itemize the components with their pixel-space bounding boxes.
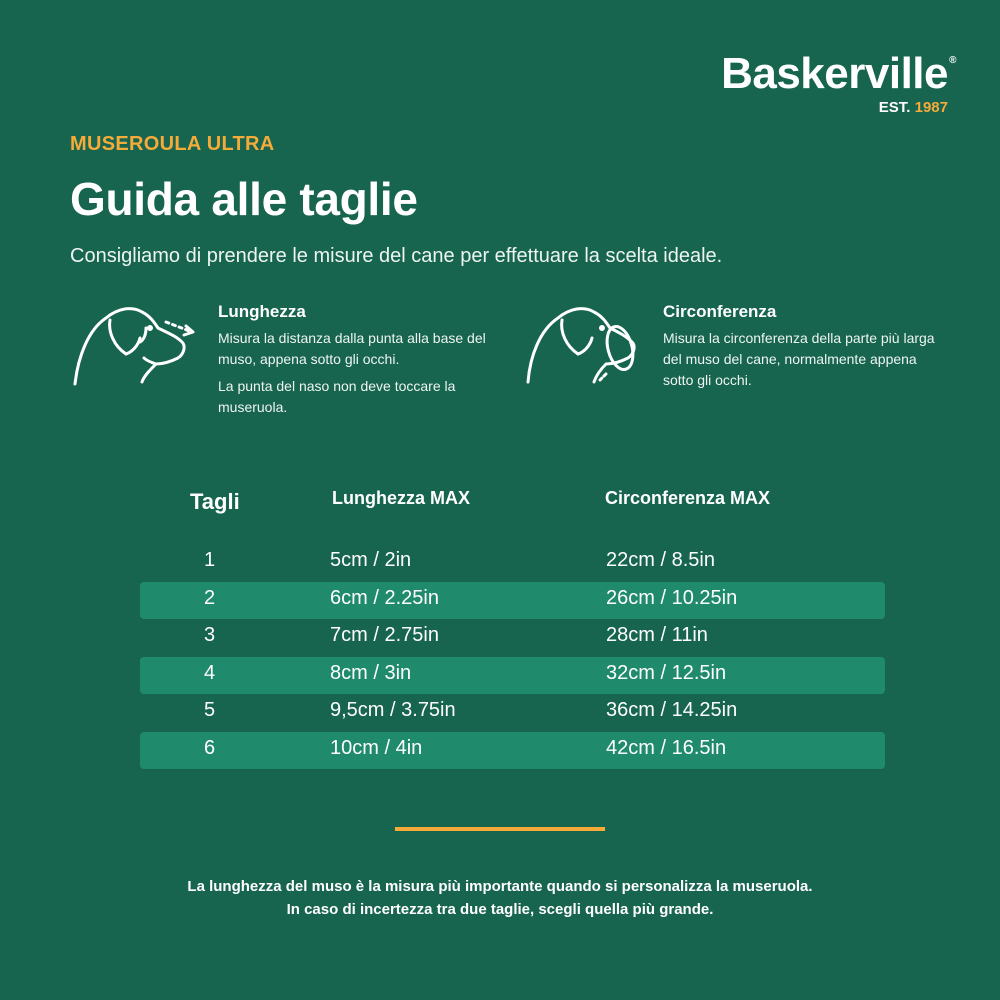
cell-circumference: 26cm / 10.25in [606, 586, 738, 609]
dog-muzzle-circumference-icon [520, 302, 650, 392]
measure-description: Misura la distanza dalla punta alla base del muso, appena sotto gli occhi. [218, 330, 486, 367]
table-row [140, 544, 885, 582]
cell-circumference: 36cm / 14.25in [606, 699, 738, 721]
table-row [140, 732, 885, 770]
footnote [150, 875, 850, 921]
measure-description: Misura la circonferenza della parte più larga del muso del cane, normalmente appena sotto gli occhi. [663, 330, 935, 388]
cell-circumference: 42cm / 16.5in [606, 736, 727, 759]
cell-circumference: 28cm / 11in [606, 624, 708, 646]
cell-size: 2 [204, 586, 216, 609]
brand-est-year: 1987 [914, 99, 948, 116]
table-row [140, 619, 885, 657]
cell-circumference: 22cm / 8.5in [606, 549, 715, 571]
size-table [140, 482, 885, 769]
cell-size: 1 [204, 549, 216, 571]
cell-circumference: 32cm / 12.5in [606, 661, 727, 684]
cell-length: 7cm / 2.75in [330, 624, 439, 646]
measure-note: La punta del naso non deve toccare la museruola. [218, 378, 456, 415]
page-title: Guida alle taglie [70, 173, 418, 225]
brand-established [721, 99, 948, 116]
measure-heading: Circonferenza [663, 302, 777, 321]
footnote-line: In caso di incertezza tra due taglie, scegli quella più grande. [286, 901, 714, 918]
table-row [140, 694, 885, 732]
cell-size: 5 [204, 699, 216, 721]
cell-length: 10cm / 4in [330, 736, 423, 759]
cell-length: 8cm / 3in [330, 661, 412, 684]
table-header [140, 482, 885, 544]
cell-length: 5cm / 2in [330, 549, 412, 571]
accent-divider [395, 827, 605, 831]
table-row [140, 657, 885, 695]
product-name: MUSEROULA ULTRA [70, 133, 275, 155]
header-length: Lunghezza MAX [332, 488, 470, 508]
brand-est-label: EST. [878, 99, 911, 116]
header-size: Tagli [190, 489, 240, 514]
brand-name: Baskerville [721, 49, 948, 98]
table-row [140, 582, 885, 620]
measure-heading: Lunghezza [218, 302, 306, 321]
footnote-line: La lunghezza del muso è la misura più importante quando si personalizza la museruola. [187, 878, 813, 895]
page-subtitle: Consigliamo di prendere le misure del cane per effettuare la scelta ideale. [70, 245, 723, 267]
cell-length: 6cm / 2.25in [330, 586, 439, 609]
cell-length: 9,5cm / 3.75in [330, 699, 456, 721]
brand-logo [721, 49, 956, 116]
header-circumference: Circonferenza MAX [605, 488, 771, 508]
cell-size: 3 [204, 624, 216, 646]
cell-size: 4 [204, 661, 216, 684]
cell-size: 6 [204, 736, 216, 759]
registered-mark: ® [949, 55, 956, 66]
dog-muzzle-length-icon [70, 302, 200, 392]
